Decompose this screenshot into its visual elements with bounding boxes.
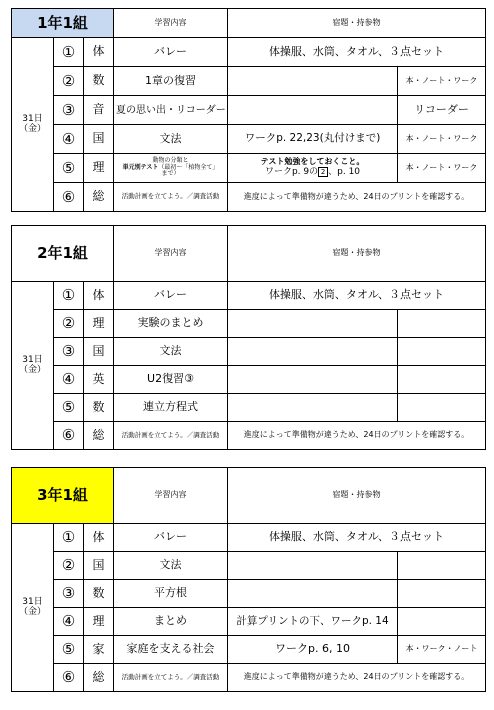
subject: 英	[84, 366, 114, 394]
homework: 体操服、水筒、タオル、３点セット	[228, 282, 486, 310]
period-number: ②	[54, 67, 84, 96]
class-name: 1年1組	[12, 9, 114, 38]
period-number: ⑤	[54, 394, 84, 422]
period-number: ⑤	[54, 154, 84, 183]
lesson-content: 連立方程式	[114, 394, 228, 422]
lesson-content: U2復習③	[114, 366, 228, 394]
homework	[228, 67, 398, 96]
boxed-number: 2	[318, 167, 328, 177]
homework: 進度によって準備物が違うため、24日のプリントを確認する。	[228, 183, 486, 212]
lesson-content: 活動計画を立てよう。／調査活動	[114, 183, 228, 212]
subject: 理	[84, 608, 114, 636]
period-number: ⑤	[54, 636, 84, 664]
header-content: 学習内容	[114, 9, 228, 38]
subject: 数	[84, 580, 114, 608]
lesson-content: 文法	[114, 338, 228, 366]
homework-line: 、p. 10	[328, 166, 361, 177]
period-number: ④	[54, 608, 84, 636]
subject: 数	[84, 67, 114, 96]
header-homework: 宿題・持参物	[228, 468, 486, 524]
header-homework: 宿題・持参物	[228, 9, 486, 38]
subject: 音	[84, 96, 114, 125]
subject: 家	[84, 636, 114, 664]
subject: 理	[84, 154, 114, 183]
homework	[228, 552, 398, 580]
period-number: ⑥	[54, 422, 84, 450]
subject: 総	[84, 183, 114, 212]
homework: 計算プリントの下、ワークp. 14	[228, 608, 398, 636]
homework-line: テスト勉強をしておくこと。	[260, 157, 365, 167]
lesson-content: 文法	[114, 552, 228, 580]
items-to-bring	[398, 552, 486, 580]
items-to-bring: 本・ワーク・ノート	[398, 636, 486, 664]
lesson-content: バレー	[114, 38, 228, 67]
header-content: 学習内容	[114, 226, 228, 282]
content-line: まで）	[161, 170, 180, 178]
items-to-bring	[398, 338, 486, 366]
items-to-bring	[398, 366, 486, 394]
items-to-bring: 本・ノート・ワーク	[398, 67, 486, 96]
header-homework: 宿題・持参物	[228, 226, 486, 282]
period-number: ②	[54, 310, 84, 338]
class-name: 3年1組	[12, 468, 114, 524]
homework: 進度によって準備物が違うため、24日のプリントを確認する。	[228, 664, 486, 692]
items-to-bring	[398, 580, 486, 608]
content-line: 単元別テスト	[122, 163, 159, 171]
schedule-table-class-1	[11, 8, 486, 212]
homework: 体操服、水筒、タオル、３点セット	[228, 524, 486, 552]
period-number: ⑥	[54, 664, 84, 692]
subject: 総	[84, 664, 114, 692]
period-number: ③	[54, 580, 84, 608]
items-to-bring: 本・ノート・ワーク	[398, 125, 486, 154]
lesson-content	[114, 154, 228, 183]
schedule-table-class-3	[11, 467, 486, 692]
homework	[228, 580, 398, 608]
homework: 進度によって準備物が違うため、24日のプリントを確認する。	[228, 422, 486, 450]
period-number: ①	[54, 524, 84, 552]
items-to-bring: リコーダー	[398, 96, 486, 125]
homework	[228, 394, 398, 422]
items-to-bring	[398, 608, 486, 636]
subject: 数	[84, 394, 114, 422]
header-content: 学習内容	[114, 468, 228, 524]
subject: 国	[84, 552, 114, 580]
period-number: ④	[54, 125, 84, 154]
subject: 総	[84, 422, 114, 450]
homework: 体操服、水筒、タオル、３点セット	[228, 38, 486, 67]
class-name: 2年1組	[12, 226, 114, 282]
lesson-content: 1章の復習	[114, 67, 228, 96]
homework	[228, 338, 398, 366]
period-number: ③	[54, 96, 84, 125]
period-number: ①	[54, 38, 84, 67]
lesson-content: 文法	[114, 125, 228, 154]
period-number: ③	[54, 338, 84, 366]
period-number: ②	[54, 552, 84, 580]
lesson-content: バレー	[114, 282, 228, 310]
date-cell: 31日 （金）	[12, 524, 54, 692]
homework	[228, 310, 398, 338]
content-line: 動物の分類と	[152, 156, 189, 164]
subject: 理	[84, 310, 114, 338]
lesson-content: まとめ	[114, 608, 228, 636]
lesson-content: 夏の思い出・リコーダー	[114, 96, 228, 125]
period-number: ⑥	[54, 183, 84, 212]
subject: 体	[84, 38, 114, 67]
items-to-bring	[398, 394, 486, 422]
subject: 体	[84, 524, 114, 552]
schedule-table-class-2	[11, 225, 486, 450]
items-to-bring	[398, 310, 486, 338]
date-cell: 31日 （金）	[12, 282, 54, 450]
subject: 体	[84, 282, 114, 310]
period-number: ④	[54, 366, 84, 394]
homework-line: ワークp. 9の	[264, 166, 319, 177]
homework: ワークp. 22,23(丸付けまで)	[228, 125, 398, 154]
lesson-content: 活動計画を立てよう。／調査活動	[114, 664, 228, 692]
homework: ワークp. 6, 10	[228, 636, 398, 664]
subject: 国	[84, 125, 114, 154]
content-line: （最初～「植物全て」	[158, 163, 219, 171]
lesson-content: 家庭を支える社会	[114, 636, 228, 664]
items-to-bring: 本・ノート・ワーク	[398, 154, 486, 183]
homework	[228, 154, 398, 183]
homework	[228, 366, 398, 394]
homework	[228, 96, 398, 125]
lesson-content: バレー	[114, 524, 228, 552]
lesson-content: 実験のまとめ	[114, 310, 228, 338]
period-number: ①	[54, 282, 84, 310]
subject: 国	[84, 338, 114, 366]
date-cell: 31日 （金）	[12, 38, 54, 212]
lesson-content: 活動計画を立てよう。／調査活動	[114, 422, 228, 450]
lesson-content: 平方根	[114, 580, 228, 608]
